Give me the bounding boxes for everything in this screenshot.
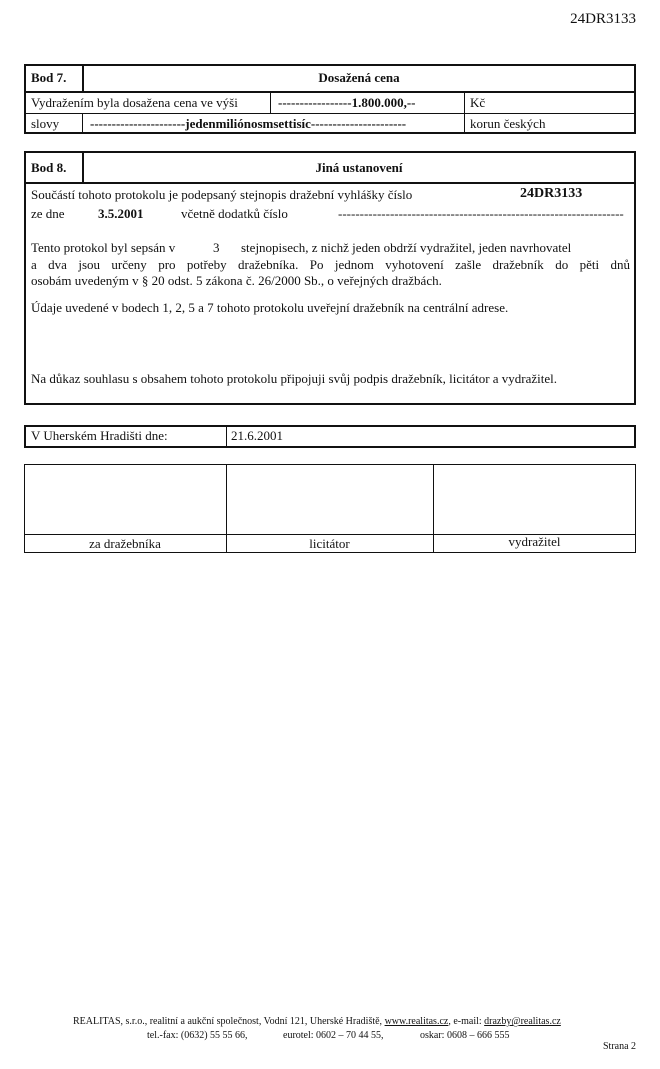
- document-id: 24DR3133: [570, 11, 636, 27]
- page-number: Strana 2: [603, 1041, 637, 1052]
- copies-line-3: osobám uvedeným v § 20 odst. 5 zákona č. 26/2000 Sb., o veřejných dražbách.: [31, 273, 442, 288]
- words-currency: korun českých: [470, 116, 546, 131]
- place-label: V Uherském Hradišti dne:: [31, 428, 168, 443]
- copies-line-2: a dva jsou určeny pro potřeby dražebníka. Po jednom vyhotovení zašle dražebník do pěti dnů: [31, 257, 630, 272]
- protocol-attachment-text: Součástí tohoto protokolu je podepsaný stejnopis dražební vyhlášky číslo: [31, 187, 413, 202]
- signature-buyer: vydražitel: [508, 534, 561, 549]
- footer-web-link[interactable]: www.realitas.cz: [384, 1016, 449, 1027]
- footer-oskar: oskar: 0608 – 666 555: [420, 1030, 510, 1041]
- price-text: Vydražením byla dosažena cena ve výši: [31, 95, 238, 110]
- bod8-label: Bod 8.: [31, 160, 67, 175]
- auction-date: 3.5.2001: [98, 206, 144, 221]
- addendum-label: včetně dodatků číslo: [181, 206, 288, 221]
- bod8-title: Jiná ustanovení: [315, 160, 403, 175]
- price-currency: Kč: [470, 95, 486, 110]
- price-value: -----------------1.800.000,--: [278, 95, 416, 110]
- bod7-title: Dosažená cena: [318, 70, 400, 85]
- addendum-value: ------------------------------------------------------------------: [338, 206, 624, 221]
- footer-tel: tel.-fax: (0632) 55 55 66,: [147, 1030, 248, 1041]
- publication-text: Údaje uvedené v bodech 1, 2, 5 a 7 tohoto protokolu uveřejní dražebník na centrální adrese.: [31, 300, 509, 315]
- signature-auctioneer: za dražebníka: [89, 536, 161, 551]
- footer-company: [73, 1016, 561, 1027]
- consent-text: Na důkaz souhlasu s obsahem tohoto protokolu připojuji svůj podpis dražebník, licitátor a vydražitel.: [31, 371, 558, 386]
- footer-email-link[interactable]: drazby@realitas.cz: [484, 1016, 561, 1027]
- footer-email-label: , e-mail:: [448, 1016, 482, 1027]
- words-label: slovy: [31, 116, 60, 131]
- footer-eurotel: eurotel: 0602 – 70 44 55,: [283, 1030, 384, 1041]
- copies-text-a: Tento protokol byl sepsán v: [31, 240, 176, 255]
- signature-licitator: licitátor: [309, 536, 350, 551]
- copies-text-b: stejnopisech, z nichž jeden obdrží vydražitel, jeden navrhovatel: [241, 240, 572, 255]
- auction-number: 24DR3133: [520, 186, 583, 201]
- signing-date: 21.6.2001: [231, 428, 283, 443]
- copies-count: 3: [213, 240, 220, 255]
- bod7-label: Bod 7.: [31, 70, 67, 85]
- footer-company-text: REALITAS, s.r.o., realitní a aukční společnost, Vodní 121, Uherské Hradiště,: [73, 1016, 383, 1027]
- words-value: ----------------------jedenmiliónosmsettisíc----------------------: [90, 116, 407, 131]
- date-label: ze dne: [31, 206, 65, 221]
